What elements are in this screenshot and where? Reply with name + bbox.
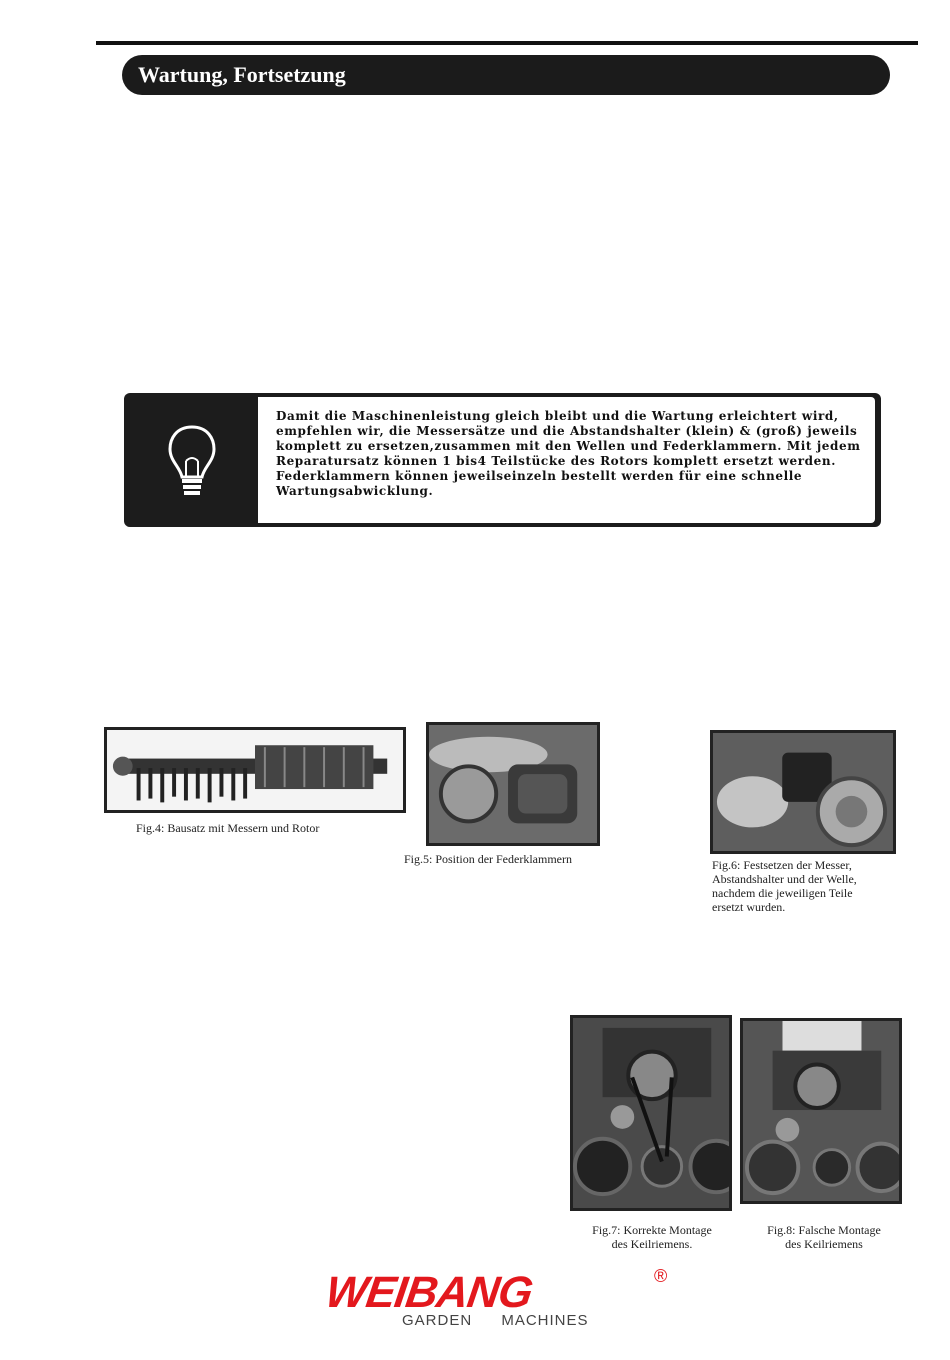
brand-tagline: GARDEN MACHINES [402, 1312, 589, 1329]
tip-line: Federklammern können jeweilseinzeln bestellt werden für eine schnelle [276, 469, 803, 483]
fig7-photo [570, 1015, 732, 1211]
fig4-caption: Fig.4: Bausatz mit Messern und Rotor [136, 821, 320, 835]
tip-text-panel [258, 397, 875, 523]
tip-line: empfehlen wir, die Messersätze und die Abstandshalter (klein) & (groß) jeweils [276, 424, 858, 438]
fig7-caption-line: Fig.7: Korrekte Montage [592, 1223, 712, 1237]
tip-line: Wartungsabwicklung. [276, 484, 434, 498]
fig6-caption-line: Abstandshalter und der Welle, [712, 872, 857, 886]
tip-line: komplett zu ersetzen,zusammen mit den Wellen und Federklammern. Mit jedem [276, 439, 861, 453]
fig8-caption-line: des Keilriemens [785, 1237, 863, 1251]
fig7-caption-line: des Keilriemens. [611, 1237, 693, 1251]
section-title-bar [122, 55, 890, 95]
fig8-caption-line: Fig.8: Falsche Montage [767, 1223, 881, 1237]
tip-line: Reparatursatz können 1 bis4 Teilstücke des Rotors komplett ersetzt werden. [276, 454, 836, 468]
fig6-photo [710, 730, 896, 854]
fig5-caption: Fig.5: Position der Federklammern [404, 852, 572, 866]
top-rule [96, 41, 918, 45]
fig6-caption [712, 858, 857, 914]
fig6-caption-line: ersetzt wurden. [712, 900, 786, 914]
fig7-caption [568, 1223, 736, 1251]
fig8-caption [740, 1223, 908, 1251]
fig8-photo [740, 1018, 902, 1204]
fig6-caption-line: Fig.6: Festsetzen der Messer, [712, 858, 852, 872]
lightbulb-icon [162, 421, 222, 501]
page-title: Wartung, Fortsetzung [138, 62, 346, 87]
tip-box [124, 393, 881, 527]
fig4-photo [104, 727, 406, 813]
fig6-caption-line: nachdem die jeweiligen Teile [712, 886, 853, 900]
weibang-logo [322, 1268, 682, 1332]
fig5-photo [426, 722, 600, 846]
tip-line: Damit die Maschinenleistung gleich bleibt und die Wartung erleichtert wird, [276, 409, 839, 423]
brand-name: WEIBANG [322, 1268, 536, 1317]
registered-mark: ® [654, 1266, 668, 1286]
